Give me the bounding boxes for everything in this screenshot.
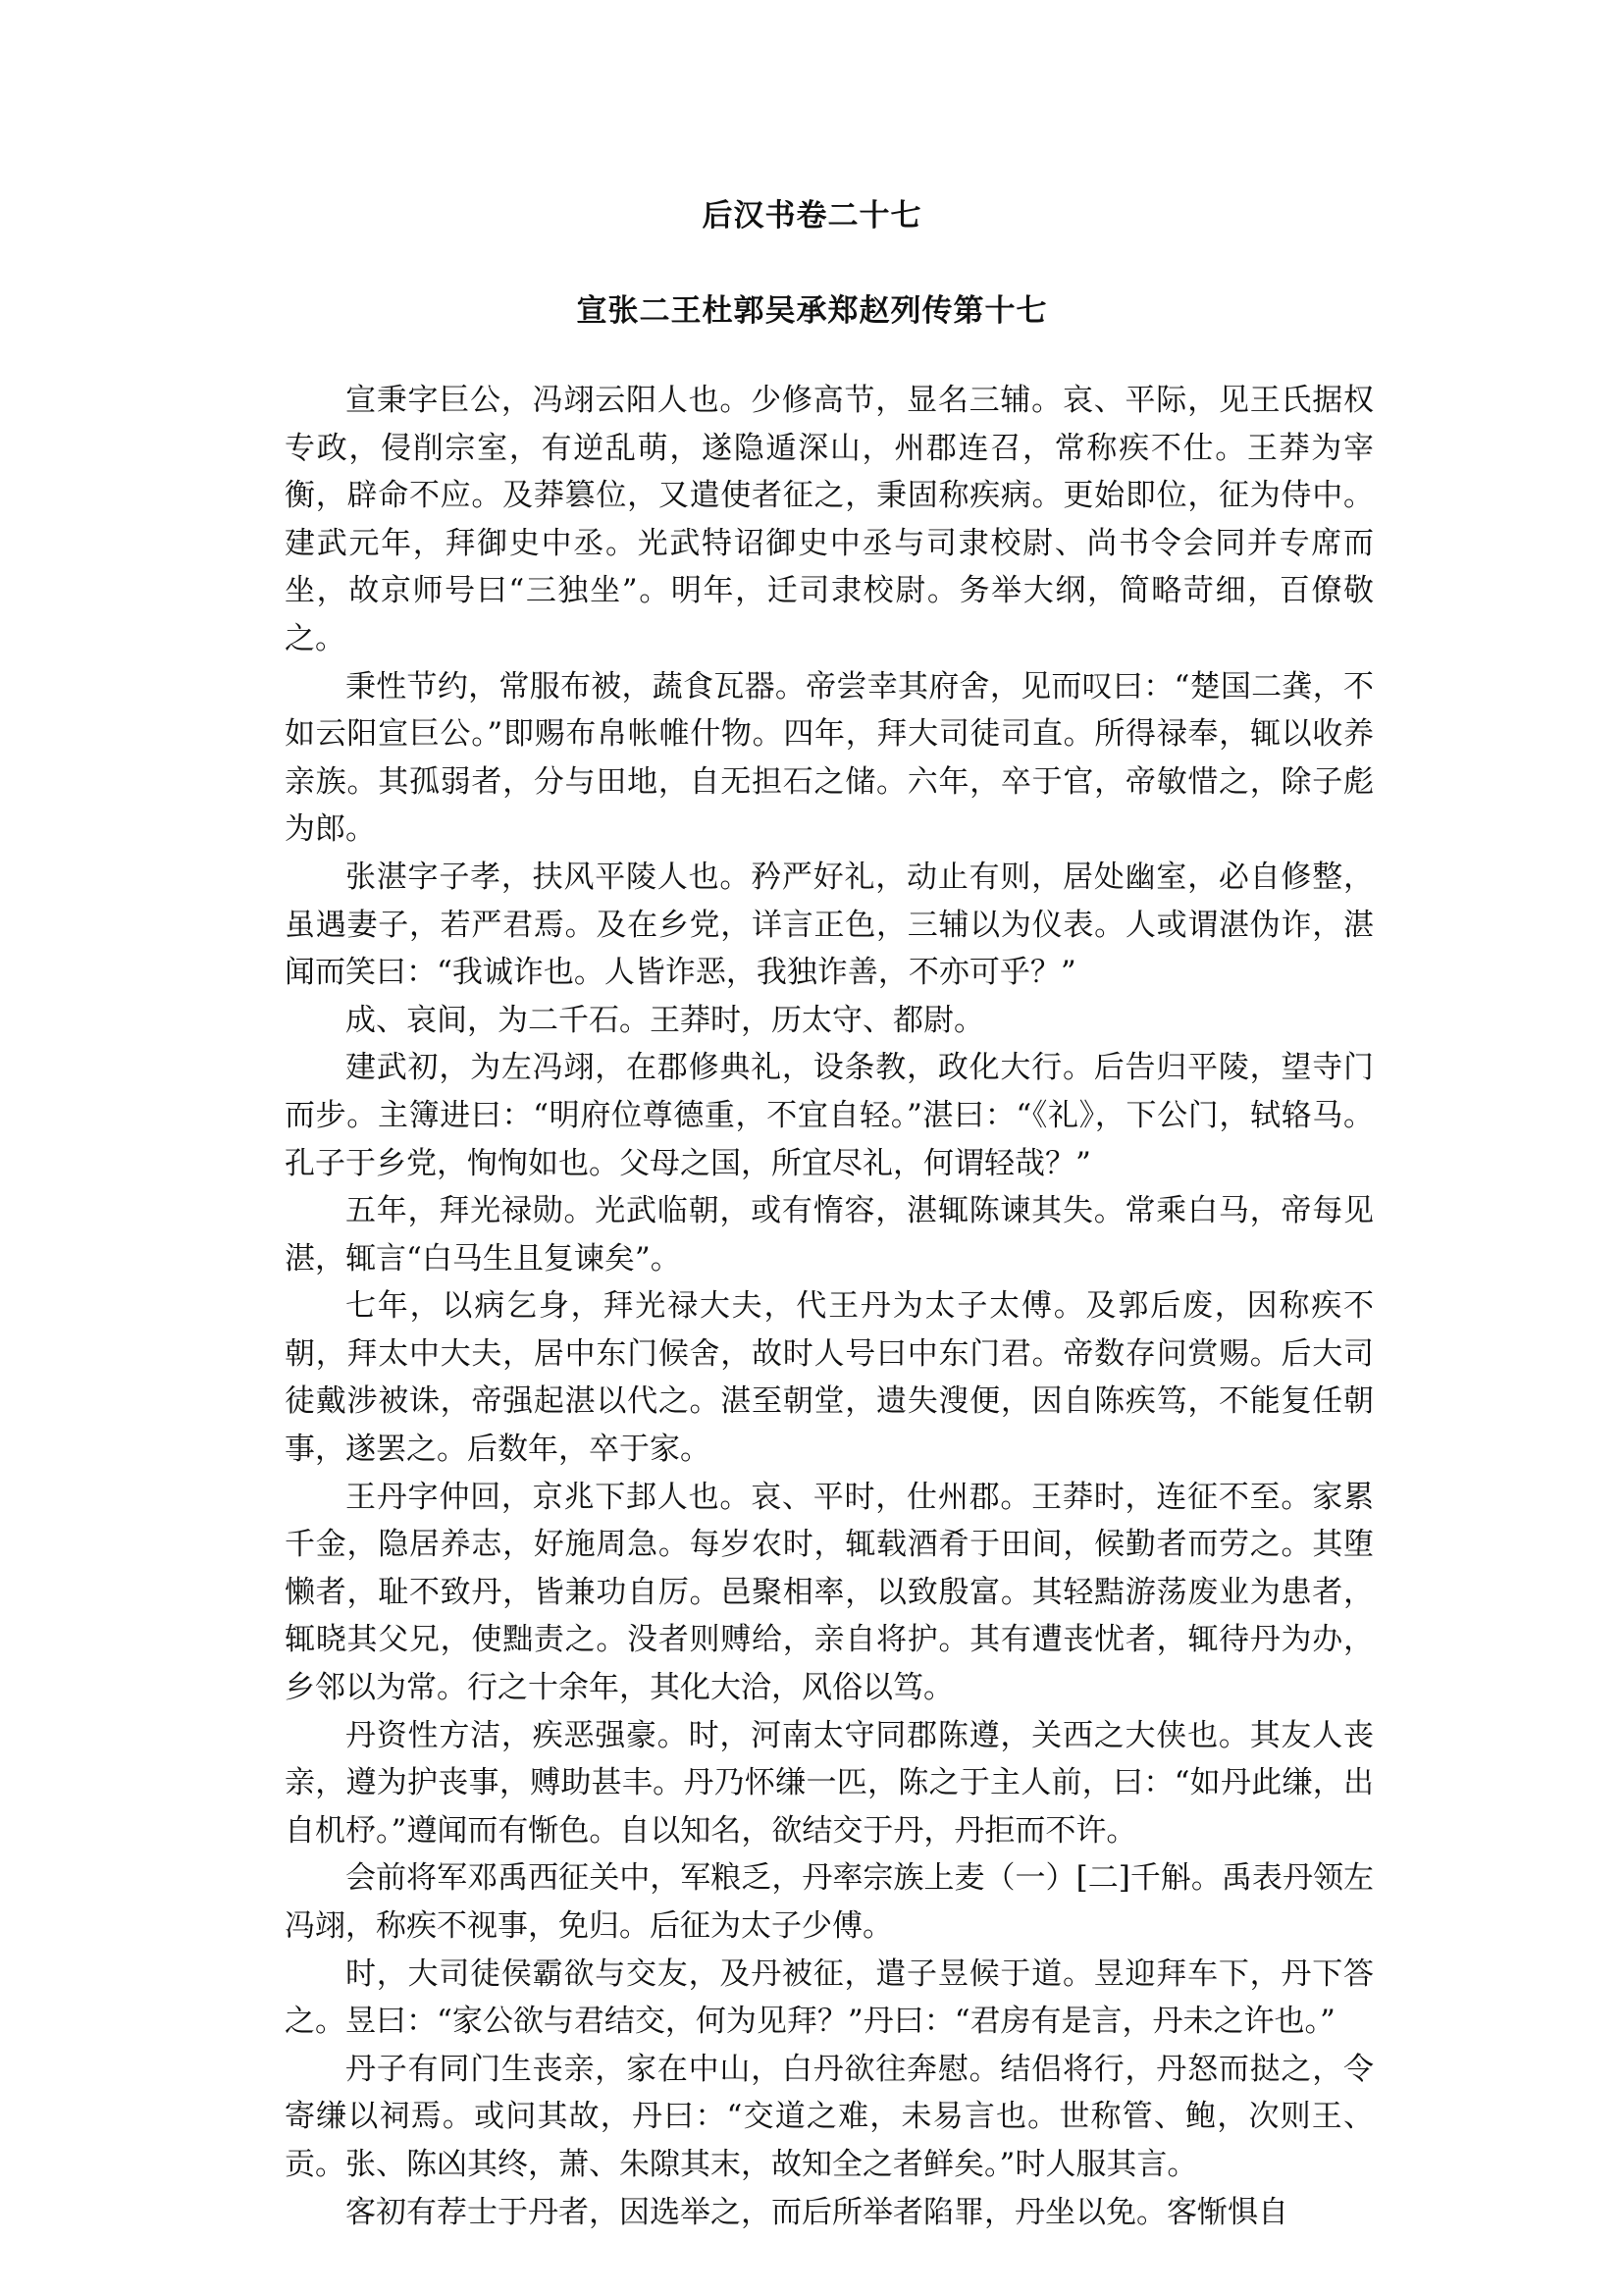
paragraph: 会前将军邓禹西征关中，军粮乏，丹率宗族上麦（一）[二]千斛。禹表丹领左冯翊，称疾不视事，免归。后征为太子少傅。 [285, 1860, 1374, 1944]
paragraph: 成、哀间，为二千石。王莽时，历太守、都尉。 [345, 1002, 984, 1038]
paragraph: 时，大司徒侯霸欲与交友，及丹被征，遣子昱候于道。昱迎拜车下，丹下答之。昱曰：“家公欲与君结交，何为见拜？”丹曰：“君房有是言，丹未之许也。” [285, 1955, 1374, 2040]
paragraph: 张湛字子孝，扶风平陵人也。矜严好礼，动止有则，居处幽室，必自修整，虽遇妻子，若严君焉。及在乡党，详言正色，三辅以为仪表。人或谓湛伪诈，湛闻而笑曰：“我诚诈也。人皆诈恶，我独诈善，不亦可乎？” [285, 859, 1374, 991]
paragraph: 客初有荐士于丹者，因选举之，而后所举者陷罪，丹坐以免。客惭惧自 [345, 2194, 1288, 2230]
paragraph: 秉性节约，常服布被，蔬食瓦器。帝尝幸其府舍，见而叹曰：“楚国二龚，不如云阳宣巨公。”即赐布帛帐帷什物。四年，拜大司徒司直。所得禄奉，辄以收养亲族。其孤弱者，分与田地，自无担石之储。六年，卒于官，帝敏惜之，除子彪为郎。 [285, 668, 1374, 848]
book-title: 后汉书卷二十七 [702, 198, 922, 234]
paragraph: 丹子有同门生丧亲，家在中山，白丹欲往奔慰。结侣将行，丹怒而挞之，令寄缣以祠焉。或问其故，丹曰：“交道之难，未易言也。世称管、鲍，次则王、贡。张、陈凶其终，萧、朱隙其末，故知全之者鲜矣。”时人服其言。 [285, 2051, 1374, 2182]
paragraph: 丹资性方洁，疾恶强豪。时，河南太守同郡陈遵，关西之大侠也。其友人丧亲，遵为护丧事，赙助甚丰。丹乃怀缣一匹，陈之于主人前，曰：“如丹此缣，出自机杼。”遵闻而有惭色。自以知名，欲结交于丹，丹拒而不许。 [285, 1717, 1374, 1849]
paragraph: 五年，拜光禄勋。光武临朝，或有惰容，湛辄陈谏其失。常乘白马，帝每见湛，辄言“白马生且复谏矣”。 [285, 1193, 1374, 1277]
paragraph: 宣秉字巨公，冯翊云阳人也。少修高节，显名三辅。哀、平际，见王氏据权专政，侵削宗室，有逆乱萌，遂隐遁深山，州郡连召，常称疾不仕。王莽为宰衡，辟命不应。及莽篡位，又遣使者征之，秉固称疾病。更始即位，征为侍中。建武元年，拜御史中丞。光武特诏御史中丞与司隶校尉、尚书令会同并专席而坐，故京师号曰“三独坐”。明年，迁司隶校尉。务举大纲，简略苛细，百僚敬之。 [285, 383, 1374, 656]
chapter-title: 宣张二王杜郭吴承郑赵列传第十七 [576, 293, 1048, 329]
paragraph: 王丹字仲回，京兆下邽人也。哀、平时，仕州郡。王莽时，连征不至。家累千金，隐居养志，好施周急。每岁农时，辄载酒肴于田间，候勤者而劳之。其堕懒者，耻不致丹，皆兼功自厉。邑聚相率，以致殷富。其轻黠游荡废业为患者，辄晓其父兄，使黜责之。没者则赙给，亲自将护。其有遭丧忧者，辄待丹为办，乡邻以为常。行之十余年，其化大洽，风俗以笃。 [285, 1479, 1374, 1706]
paragraph: 七年，以病乞身，拜光禄大夫，代王丹为太子太傅。及郭后废，因称疾不朝，拜太中大夫，居中东门候舍，故时人号曰中东门君。帝数存问赏赐。后大司徒戴涉被诛，帝强起湛以代之。湛至朝堂，遗失溲便，因自陈疾笃，不能复任朝事，遂罢之。后数年，卒于家。 [285, 1288, 1374, 1468]
paragraph: 建武初，为左冯翊，在郡修典礼，设条教，政化大行。后告归平陵，望寺门而步。主簿进曰：“明府位尊德重，不宜自轻。”湛曰：“《礼》，下公门，轼辂马。孔子于乡党，恂恂如也。父母之国，所宜尽礼，何谓轻哉？” [285, 1050, 1374, 1181]
body-text [285, 377, 1374, 2236]
